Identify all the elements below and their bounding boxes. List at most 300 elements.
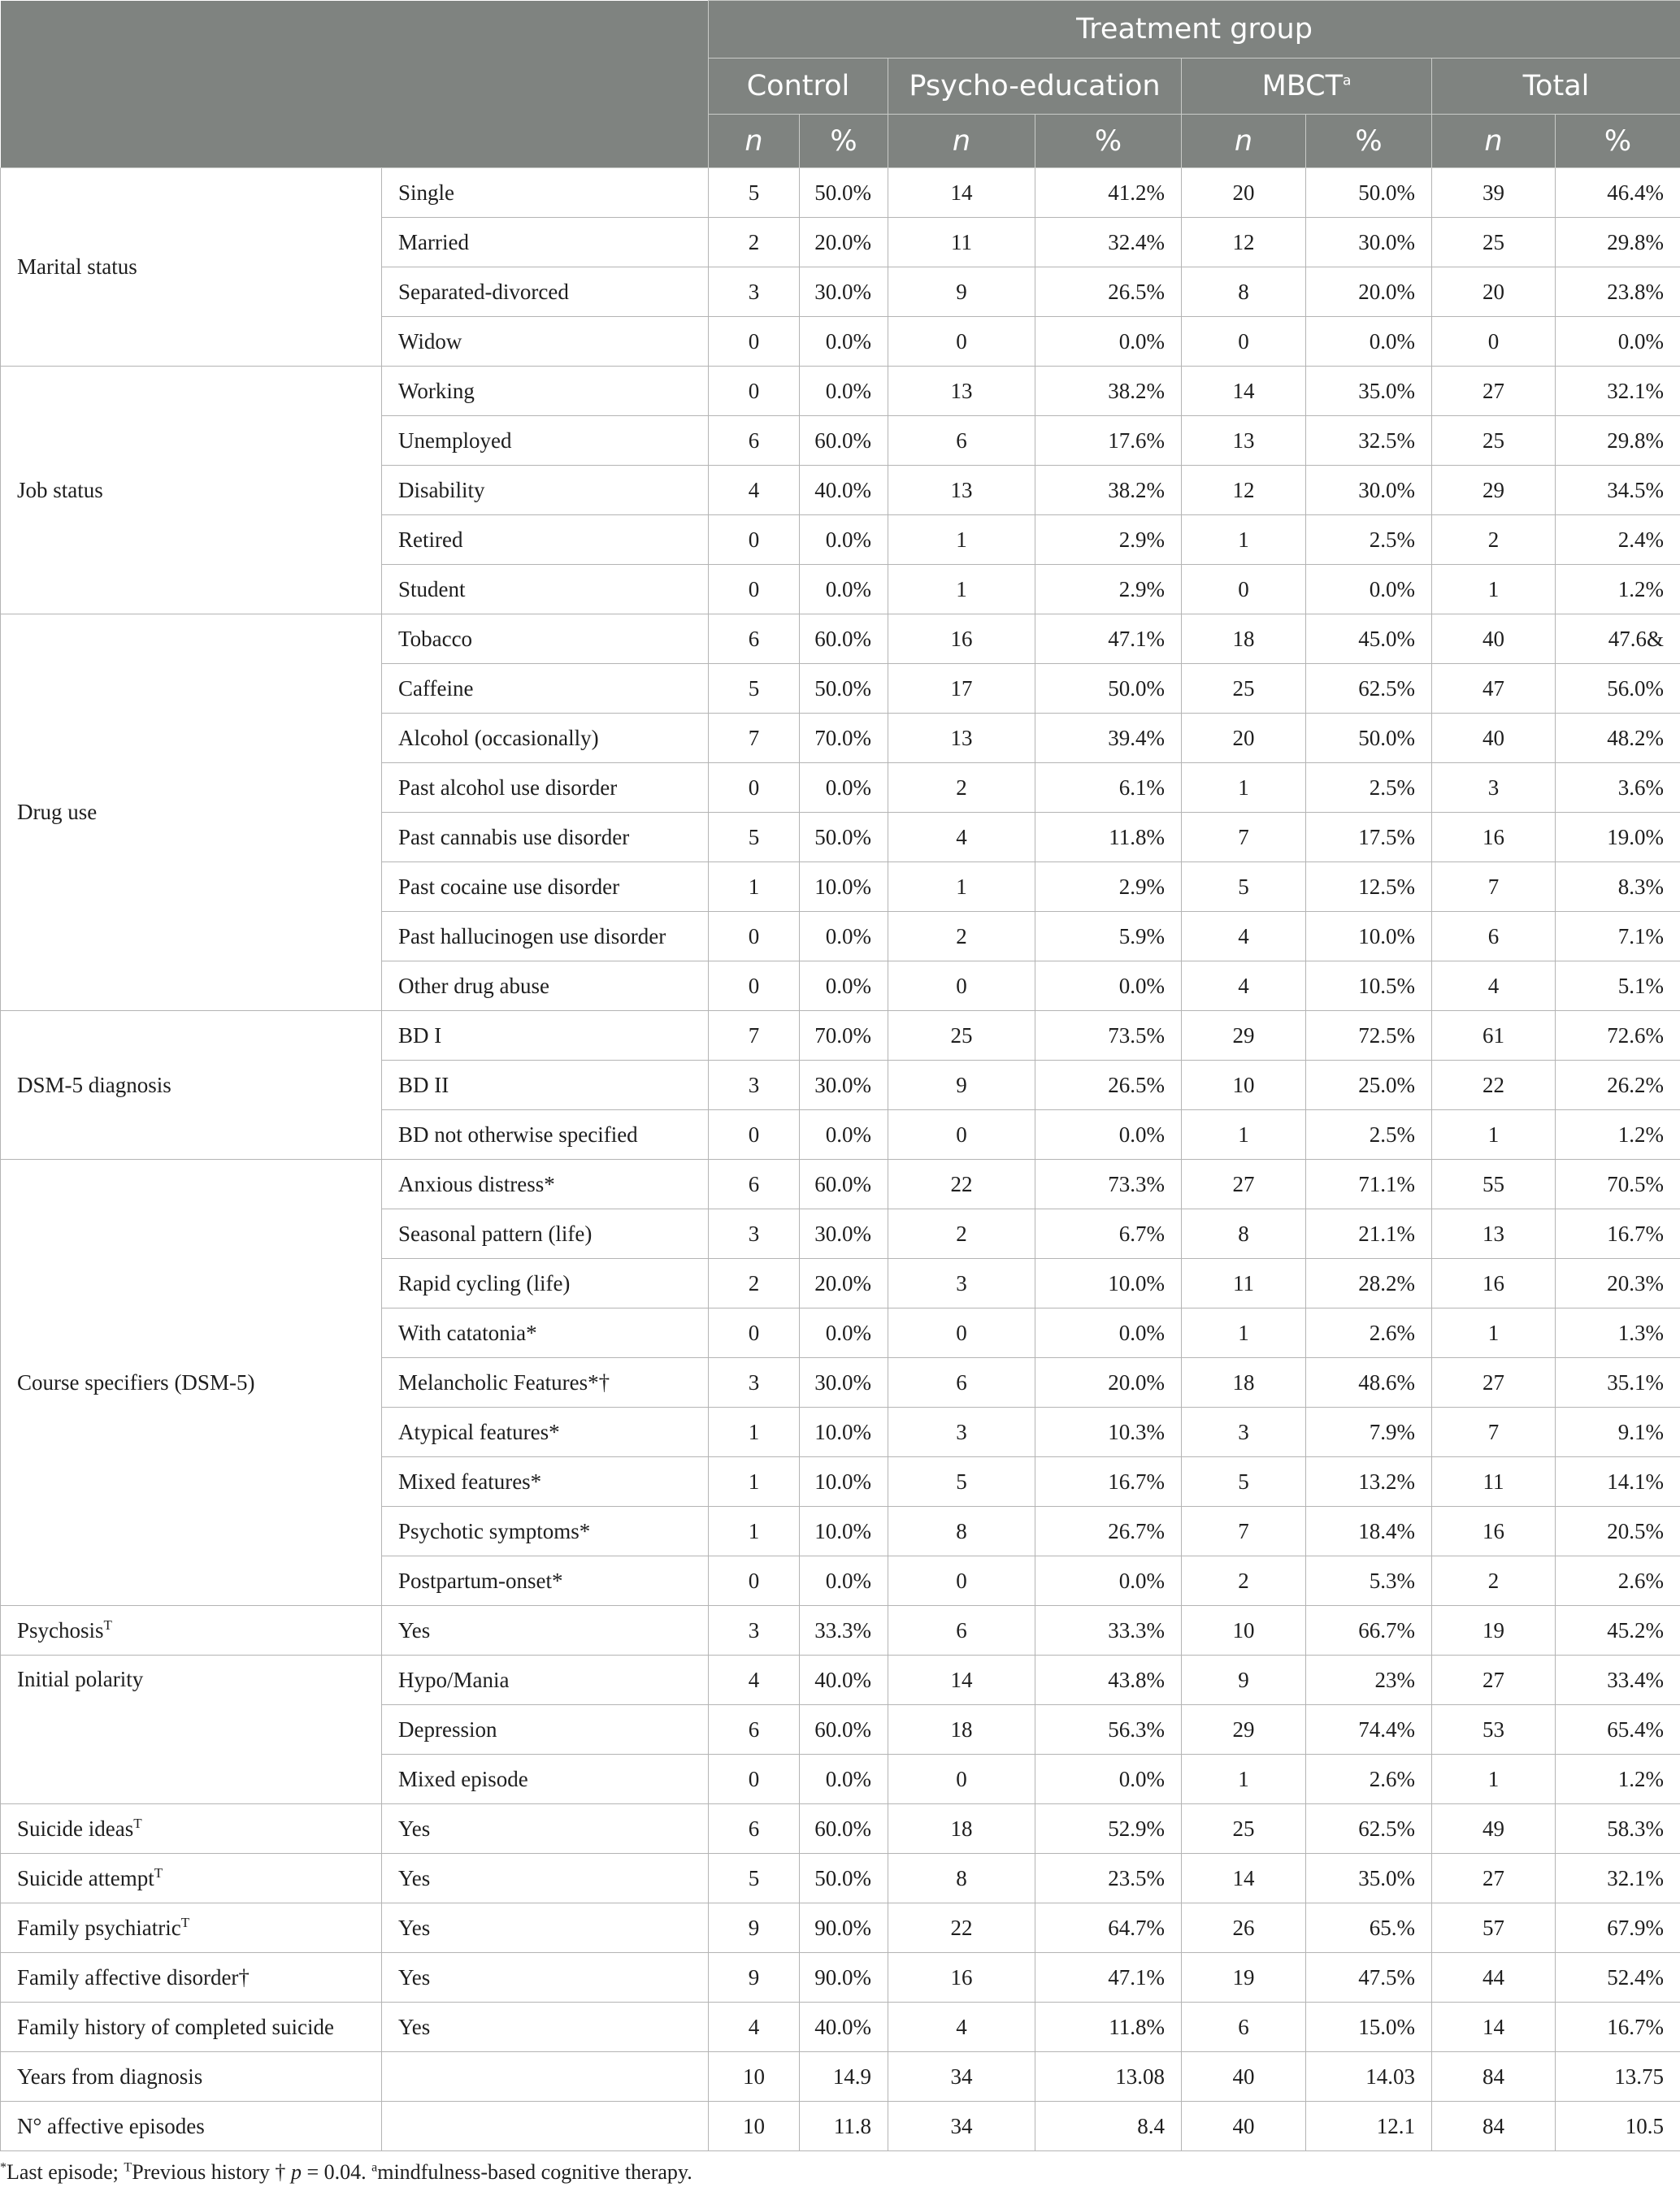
category-label: Suicide attempt	[17, 1865, 154, 1890]
row-label-cell	[382, 2003, 709, 2052]
footnote-marker: *	[0, 2160, 7, 2175]
percent-cell: 52.4%	[1556, 1953, 1680, 2003]
percent-cell: 65.4%	[1556, 1705, 1680, 1755]
count-cell: 17	[888, 664, 1035, 714]
percent-cell: 35.0%	[1306, 367, 1432, 416]
row-label: Yes	[398, 1915, 431, 1940]
count-cell: 1	[888, 565, 1035, 614]
percent-cell: 23.8%	[1556, 267, 1680, 317]
percent-cell: 38.2%	[1035, 367, 1182, 416]
treatment-group-header: Treatment group	[709, 1, 1680, 59]
count-cell: 1	[709, 1408, 800, 1457]
count-cell: 27	[1432, 1358, 1556, 1408]
group-header-control	[709, 59, 888, 115]
row-label: Separated-divorced	[398, 279, 569, 304]
footnote-marker: T	[103, 1617, 112, 1633]
row-label-cell	[382, 614, 709, 664]
row-label-cell	[382, 1408, 709, 1457]
category-cell	[1, 2003, 382, 2052]
percent-cell: 10.5	[1556, 2102, 1680, 2151]
percent-cell: 40.0%	[800, 466, 888, 515]
count-cell: 3	[709, 267, 800, 317]
count-cell: 16	[1432, 813, 1556, 862]
percent-cell: 30.0%	[800, 1209, 888, 1259]
count-cell: 39	[1432, 168, 1556, 218]
count-cell: 0	[1432, 317, 1556, 367]
row-label-cell	[382, 714, 709, 763]
row-label-cell	[382, 1011, 709, 1061]
category-label: Family affective disorder†	[17, 1964, 250, 1990]
count-cell: 16	[1432, 1259, 1556, 1308]
footnote-marker: a	[1343, 72, 1352, 89]
row-label-cell	[382, 565, 709, 614]
table-row	[1, 1903, 1680, 1953]
percent-cell: 45.2%	[1556, 1606, 1680, 1656]
percent-cell: 1.2%	[1556, 1110, 1680, 1160]
row-label: Depression	[398, 1716, 497, 1742]
row-label: BD not otherwise specified	[398, 1122, 638, 1147]
row-label: Disability	[398, 477, 485, 502]
percent-cell: 0.0%	[1306, 317, 1432, 367]
percent-cell: 62.5%	[1306, 1804, 1432, 1854]
percent-cell: 72.6%	[1556, 1011, 1680, 1061]
table-row	[1, 2052, 1680, 2102]
count-cell: 3	[888, 1408, 1035, 1457]
row-label-cell	[382, 1110, 709, 1160]
row-label: BD I	[398, 1022, 442, 1048]
percent-cell: 16.7%	[1556, 2003, 1680, 2052]
table-row	[1, 1160, 1680, 1209]
percent-cell: 26.5%	[1035, 1061, 1182, 1110]
percent-cell: 46.4%	[1556, 168, 1680, 218]
percent-cell: 11.8%	[1035, 2003, 1182, 2052]
percent-cell: 47.1%	[1035, 1953, 1182, 2003]
table-row	[1, 168, 1680, 218]
count-cell: 25	[1432, 218, 1556, 267]
row-label: Yes	[398, 1816, 431, 1841]
count-cell: 1	[1432, 1308, 1556, 1358]
group-label: Total	[1522, 70, 1590, 102]
row-label-cell	[382, 1556, 709, 1606]
percent-cell: 0.0%	[1035, 1755, 1182, 1804]
count-cell: 27	[1432, 367, 1556, 416]
percent-cell: 50.0%	[1306, 168, 1432, 218]
count-cell: 0	[709, 367, 800, 416]
percent-cell: 10.3%	[1035, 1408, 1182, 1457]
percent-cell: 16.7%	[1556, 1209, 1680, 1259]
count-cell: 16	[888, 614, 1035, 664]
percent-cell: 52.9%	[1035, 1804, 1182, 1854]
row-label: Yes	[398, 2014, 431, 2039]
count-cell: 1	[709, 1507, 800, 1556]
percent-cell: 47.1%	[1035, 614, 1182, 664]
percent-cell: 11.8	[800, 2102, 888, 2151]
percent-cell: 43.8%	[1035, 1656, 1182, 1705]
footnote-marker: T	[133, 1815, 142, 1831]
percent-cell: 8.3%	[1556, 862, 1680, 912]
count-cell: 0	[709, 1556, 800, 1606]
percent-cell: 5.9%	[1035, 912, 1182, 961]
row-label-cell	[382, 1903, 709, 1953]
percent-cell: 30.0%	[1306, 218, 1432, 267]
percent-cell: 2.9%	[1035, 515, 1182, 565]
count-cell: 29	[1432, 466, 1556, 515]
count-cell: 7	[1182, 813, 1306, 862]
percent-cell: 2.9%	[1035, 862, 1182, 912]
group-header-mbct	[1182, 59, 1432, 115]
count-cell: 10	[1182, 1606, 1306, 1656]
count-cell: 20	[1182, 714, 1306, 763]
count-cell: 2	[709, 1259, 800, 1308]
category-cell	[1, 1804, 382, 1854]
count-cell: 6	[888, 1358, 1035, 1408]
percent-cell: 7.9%	[1306, 1408, 1432, 1457]
percent-cell: 2.5%	[1306, 763, 1432, 813]
percent-cell: 48.6%	[1306, 1358, 1432, 1408]
count-cell: 16	[1432, 1507, 1556, 1556]
percent-cell: 5.3%	[1306, 1556, 1432, 1606]
percent-cell: 60.0%	[800, 416, 888, 466]
percent-cell: 10.0%	[800, 1507, 888, 1556]
category-cell	[1, 1656, 382, 1804]
count-cell: 29	[1182, 1705, 1306, 1755]
percent-cell: 26.7%	[1035, 1507, 1182, 1556]
count-cell: 3	[709, 1358, 800, 1408]
count-cell: 1	[1182, 763, 1306, 813]
count-cell: 19	[1432, 1606, 1556, 1656]
count-cell: 2	[709, 218, 800, 267]
count-cell: 14	[1182, 1854, 1306, 1903]
count-cell: 1	[888, 862, 1035, 912]
percent-cell: 56.3%	[1035, 1705, 1182, 1755]
count-cell: 8	[1182, 267, 1306, 317]
category-cell	[1, 1606, 382, 1656]
count-cell: 47	[1432, 664, 1556, 714]
count-cell: 0	[888, 961, 1035, 1011]
category-label: Course specifiers (DSM-5)	[17, 1369, 255, 1395]
count-cell: 16	[888, 1953, 1035, 2003]
footnote-text: = 0.04.	[301, 2160, 372, 2184]
category-label: Suicide ideas	[17, 1816, 134, 1841]
row-label-cell	[382, 218, 709, 267]
count-cell: 9	[709, 1953, 800, 2003]
count-cell: 14	[1432, 2003, 1556, 2052]
count-cell: 14	[888, 1656, 1035, 1705]
count-cell: 0	[709, 565, 800, 614]
percent-cell: 0.0%	[800, 367, 888, 416]
count-cell: 6	[1432, 912, 1556, 961]
footnote-text: mindfulness-based cognitive therapy.	[377, 2160, 692, 2184]
count-cell: 6	[1182, 2003, 1306, 2052]
percent-cell: 50.0%	[800, 664, 888, 714]
count-cell: 3	[709, 1606, 800, 1656]
category-cell	[1, 1854, 382, 1903]
count-cell: 27	[1182, 1160, 1306, 1209]
percent-cell: 32.4%	[1035, 218, 1182, 267]
row-label: Widow	[398, 328, 462, 354]
percent-cell: 2.9%	[1035, 565, 1182, 614]
percent-cell: 0.0%	[1035, 961, 1182, 1011]
count-cell: 6	[709, 416, 800, 466]
row-label: Caffeine	[398, 675, 474, 701]
row-label-cell	[382, 1507, 709, 1556]
percent-cell: 32.1%	[1556, 1854, 1680, 1903]
count-cell: 22	[1432, 1061, 1556, 1110]
row-label: Mixed features*	[398, 1469, 542, 1494]
row-label: Past alcohol use disorder	[398, 775, 618, 800]
row-label: Other drug abuse	[398, 973, 549, 998]
count-cell: 7	[709, 1011, 800, 1061]
percent-cell: 38.2%	[1035, 466, 1182, 515]
category-label: Years from diagnosis	[17, 2064, 203, 2089]
table-row	[1, 1804, 1680, 1854]
table-row	[1, 2003, 1680, 2052]
percent-cell: 39.4%	[1035, 714, 1182, 763]
count-cell: 0	[1182, 565, 1306, 614]
percent-cell: 90.0%	[800, 1903, 888, 1953]
count-cell: 40	[1182, 2102, 1306, 2151]
row-label: Retired	[398, 527, 463, 552]
count-cell: 1	[1182, 1755, 1306, 1804]
percent-cell: 17.5%	[1306, 813, 1432, 862]
row-label: Postpartum-onset*	[398, 1568, 563, 1593]
category-cell	[1, 614, 382, 1011]
percent-cell: 0.0%	[800, 912, 888, 961]
count-cell: 6	[888, 416, 1035, 466]
category-cell	[1, 1160, 382, 1606]
table-body	[1, 168, 1680, 2151]
table-row	[1, 1011, 1680, 1061]
count-cell: 4	[888, 2003, 1035, 2052]
count-cell: 61	[1432, 1011, 1556, 1061]
count-cell: 6	[709, 1160, 800, 1209]
percent-cell: 0.0%	[800, 317, 888, 367]
n-column-header: n	[709, 115, 800, 168]
percent-cell: 8.4	[1035, 2102, 1182, 2151]
percent-cell: 74.4%	[1306, 1705, 1432, 1755]
count-cell: 11	[888, 218, 1035, 267]
percent-cell: 18.4%	[1306, 1507, 1432, 1556]
percent-cell: 62.5%	[1306, 664, 1432, 714]
percent-cell: 1.2%	[1556, 565, 1680, 614]
row-label: Working	[398, 378, 475, 403]
count-cell: 53	[1432, 1705, 1556, 1755]
footnote-text: Previous history †	[132, 2160, 291, 2184]
row-label-cell	[382, 367, 709, 416]
percent-cell: 9.1%	[1556, 1408, 1680, 1457]
count-cell: 6	[709, 614, 800, 664]
row-label: Past hallucinogen use disorder	[398, 923, 666, 948]
count-cell: 0	[888, 1308, 1035, 1358]
category-cell	[1, 367, 382, 614]
percent-cell: 30.0%	[800, 1061, 888, 1110]
percent-cell: 1.3%	[1556, 1308, 1680, 1358]
footnote-marker: T	[180, 1914, 190, 1930]
footnote-marker: T	[154, 1864, 163, 1881]
count-cell: 18	[888, 1804, 1035, 1854]
category-cell	[1, 2052, 382, 2102]
count-cell: 1	[1432, 1110, 1556, 1160]
percent-cell: 0.0%	[1035, 1308, 1182, 1358]
percent-cell: 0.0%	[800, 961, 888, 1011]
percent-cell: 13.75	[1556, 2052, 1680, 2102]
count-cell: 40	[1182, 2052, 1306, 2102]
count-cell: 12	[1182, 466, 1306, 515]
count-cell: 27	[1432, 1656, 1556, 1705]
percent-cell: 0.0%	[1035, 317, 1182, 367]
row-label: Married	[398, 229, 469, 254]
table-row	[1, 2102, 1680, 2151]
percent-cell: 32.5%	[1306, 416, 1432, 466]
n-column-header: n	[1432, 115, 1556, 168]
row-label-cell	[382, 317, 709, 367]
category-cell	[1, 2102, 382, 2151]
row-label-cell	[382, 416, 709, 466]
count-cell: 10	[1182, 1061, 1306, 1110]
group-label: MBCT	[1261, 70, 1343, 102]
category-label: Psychosis	[17, 1617, 104, 1643]
count-cell: 5	[709, 813, 800, 862]
percent-cell: 14.9	[800, 2052, 888, 2102]
percent-cell: 29.8%	[1556, 218, 1680, 267]
percent-cell: 10.0%	[800, 1408, 888, 1457]
percent-cell: 15.0%	[1306, 2003, 1432, 2052]
percent-cell: 13.08	[1035, 2052, 1182, 2102]
count-cell: 14	[888, 168, 1035, 218]
percent-cell: 28.2%	[1306, 1259, 1432, 1308]
row-label-cell	[382, 1656, 709, 1705]
count-cell: 7	[1432, 1408, 1556, 1457]
percent-cell: 10.0%	[1035, 1259, 1182, 1308]
table-header	[1, 1, 1680, 168]
percent-cell: 73.5%	[1035, 1011, 1182, 1061]
percent-cell: 0.0%	[1035, 1110, 1182, 1160]
category-label: Family psychiatric	[17, 1915, 181, 1940]
count-cell: 84	[1432, 2102, 1556, 2151]
count-cell: 44	[1432, 1953, 1556, 2003]
percent-cell: 23%	[1306, 1656, 1432, 1705]
count-cell: 20	[1432, 267, 1556, 317]
count-cell: 25	[1182, 1804, 1306, 1854]
count-cell: 9	[709, 1903, 800, 1953]
percent-cell: 60.0%	[800, 1804, 888, 1854]
percent-column-header: %	[1556, 115, 1680, 168]
row-label: Seasonal pattern (life)	[398, 1221, 593, 1246]
percent-cell: 30.0%	[800, 1358, 888, 1408]
percent-cell: 1.2%	[1556, 1755, 1680, 1804]
percent-cell: 14.1%	[1556, 1457, 1680, 1507]
percent-cell: 35.0%	[1306, 1854, 1432, 1903]
group-header-total	[1432, 59, 1680, 115]
row-label-cell	[382, 1804, 709, 1854]
count-cell: 25	[1432, 416, 1556, 466]
percent-cell: 17.6%	[1035, 416, 1182, 466]
count-cell: 25	[888, 1011, 1035, 1061]
count-cell: 0	[709, 912, 800, 961]
count-cell: 11	[1432, 1457, 1556, 1507]
count-cell: 4	[709, 1656, 800, 1705]
count-cell: 5	[1182, 862, 1306, 912]
table-footnote	[0, 2160, 1680, 2193]
row-label-cell	[382, 1308, 709, 1358]
count-cell: 26	[1182, 1903, 1306, 1953]
count-cell: 0	[709, 1755, 800, 1804]
percent-cell: 40.0%	[800, 2003, 888, 2052]
count-cell: 0	[888, 1556, 1035, 1606]
percent-cell: 41.2%	[1035, 168, 1182, 218]
percent-cell: 0.0%	[800, 565, 888, 614]
percent-cell: 30.0%	[1306, 466, 1432, 515]
row-label: Psychotic symptoms*	[398, 1518, 591, 1543]
count-cell: 0	[709, 1308, 800, 1358]
percent-cell: 66.7%	[1306, 1606, 1432, 1656]
count-cell: 0	[709, 763, 800, 813]
count-cell: 0	[888, 1755, 1035, 1804]
percent-cell: 34.5%	[1556, 466, 1680, 515]
count-cell: 57	[1432, 1903, 1556, 1953]
percent-cell: 60.0%	[800, 1160, 888, 1209]
count-cell: 5	[888, 1457, 1035, 1507]
row-label: Single	[398, 180, 455, 205]
percent-cell: 21.1%	[1306, 1209, 1432, 1259]
percent-cell: 16.7%	[1035, 1457, 1182, 1507]
category-label: Initial polarity	[17, 1667, 144, 1691]
percent-cell: 58.3%	[1556, 1804, 1680, 1854]
count-cell: 6	[888, 1606, 1035, 1656]
percent-column-header: %	[800, 115, 888, 168]
percent-cell: 30.0%	[800, 267, 888, 317]
percent-cell: 60.0%	[800, 614, 888, 664]
percent-cell: 5.1%	[1556, 961, 1680, 1011]
percent-cell: 50.0%	[800, 168, 888, 218]
footnote-text: p	[290, 2160, 302, 2184]
category-label: Marital status	[17, 254, 137, 279]
percent-cell: 12.1	[1306, 2102, 1432, 2151]
percent-cell: 70.0%	[800, 1011, 888, 1061]
count-cell: 1	[1432, 1755, 1556, 1804]
percent-cell: 47.6&	[1556, 614, 1680, 664]
count-cell: 1	[1182, 515, 1306, 565]
count-cell: 0	[709, 1110, 800, 1160]
percent-cell: 3.6%	[1556, 763, 1680, 813]
count-cell: 8	[1182, 1209, 1306, 1259]
category-label: Job status	[17, 477, 103, 502]
count-cell: 29	[1182, 1011, 1306, 1061]
row-label-cell	[382, 1209, 709, 1259]
count-cell: 9	[888, 267, 1035, 317]
count-cell: 25	[1182, 664, 1306, 714]
footnote-marker: a	[371, 2160, 378, 2175]
category-label: DSM-5 diagnosis	[17, 1072, 171, 1097]
row-label-cell	[382, 763, 709, 813]
percent-cell: 13.2%	[1306, 1457, 1432, 1507]
count-cell: 18	[888, 1705, 1035, 1755]
percent-cell: 73.3%	[1035, 1160, 1182, 1209]
percent-cell: 0.0%	[1306, 565, 1432, 614]
count-cell: 13	[888, 466, 1035, 515]
percent-cell: 12.5%	[1306, 862, 1432, 912]
count-cell: 0	[888, 1110, 1035, 1160]
percent-cell: 19.0%	[1556, 813, 1680, 862]
percent-cell: 2.4%	[1556, 515, 1680, 565]
percent-cell: 0.0%	[800, 763, 888, 813]
count-cell: 9	[1182, 1656, 1306, 1705]
count-cell: 8	[888, 1854, 1035, 1903]
count-cell: 2	[1432, 515, 1556, 565]
count-cell: 2	[888, 763, 1035, 813]
percent-cell: 0.0%	[800, 1110, 888, 1160]
table-row	[1, 1854, 1680, 1903]
